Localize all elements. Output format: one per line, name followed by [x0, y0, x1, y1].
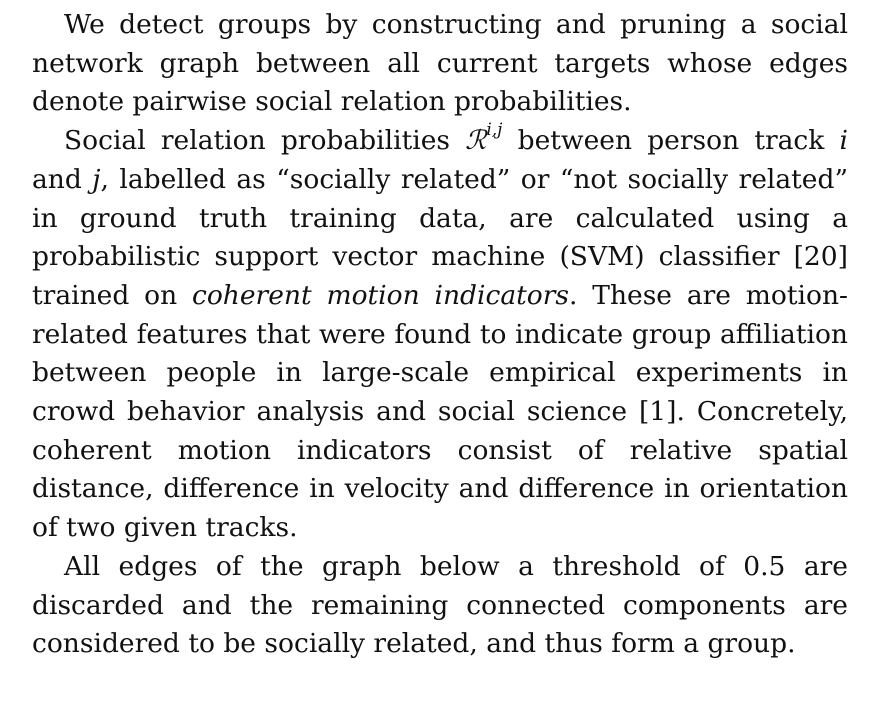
relation-symbol: ℛ — [465, 125, 487, 157]
document-body — [32, 6, 848, 664]
text-segment: and — [32, 163, 93, 195]
math-variable-j: j — [92, 163, 101, 195]
paragraph-social-relation — [32, 122, 848, 548]
relation-superscript: i,j — [486, 120, 503, 141]
paragraph-threshold: All edges of the graph below a threshold of 0.5 are discarded and the remaining connected components are considered to be socially related, and thus form a group. — [32, 550, 848, 660]
text-segment: , labelled as “socially related” or “not socially related” in ground truth training data, are calculated using a probabilistic support vector machine (SVM) classifier [20] trained on — [32, 163, 848, 311]
text-segment: . These are motion-related features that were found to indicate group affiliation between people in large-scale empirical experiments in crowd behavior analysis and social science [1]. Concretely, coherent motion indicators consist of relative spatial distance, difference in velocity and difference in orientation of two given tracks. — [32, 279, 848, 544]
text-segment: Social relation probabilities — [64, 125, 466, 157]
emphasis-term: coherent motion indicators — [192, 279, 570, 311]
math-variable-i: i — [839, 125, 848, 157]
paragraph-intro: We detect groups by constructing and pruning a social network graph between all current targets whose edges denote pairwise social relation probabilities. — [32, 9, 848, 118]
text-segment: between person track — [502, 125, 840, 157]
